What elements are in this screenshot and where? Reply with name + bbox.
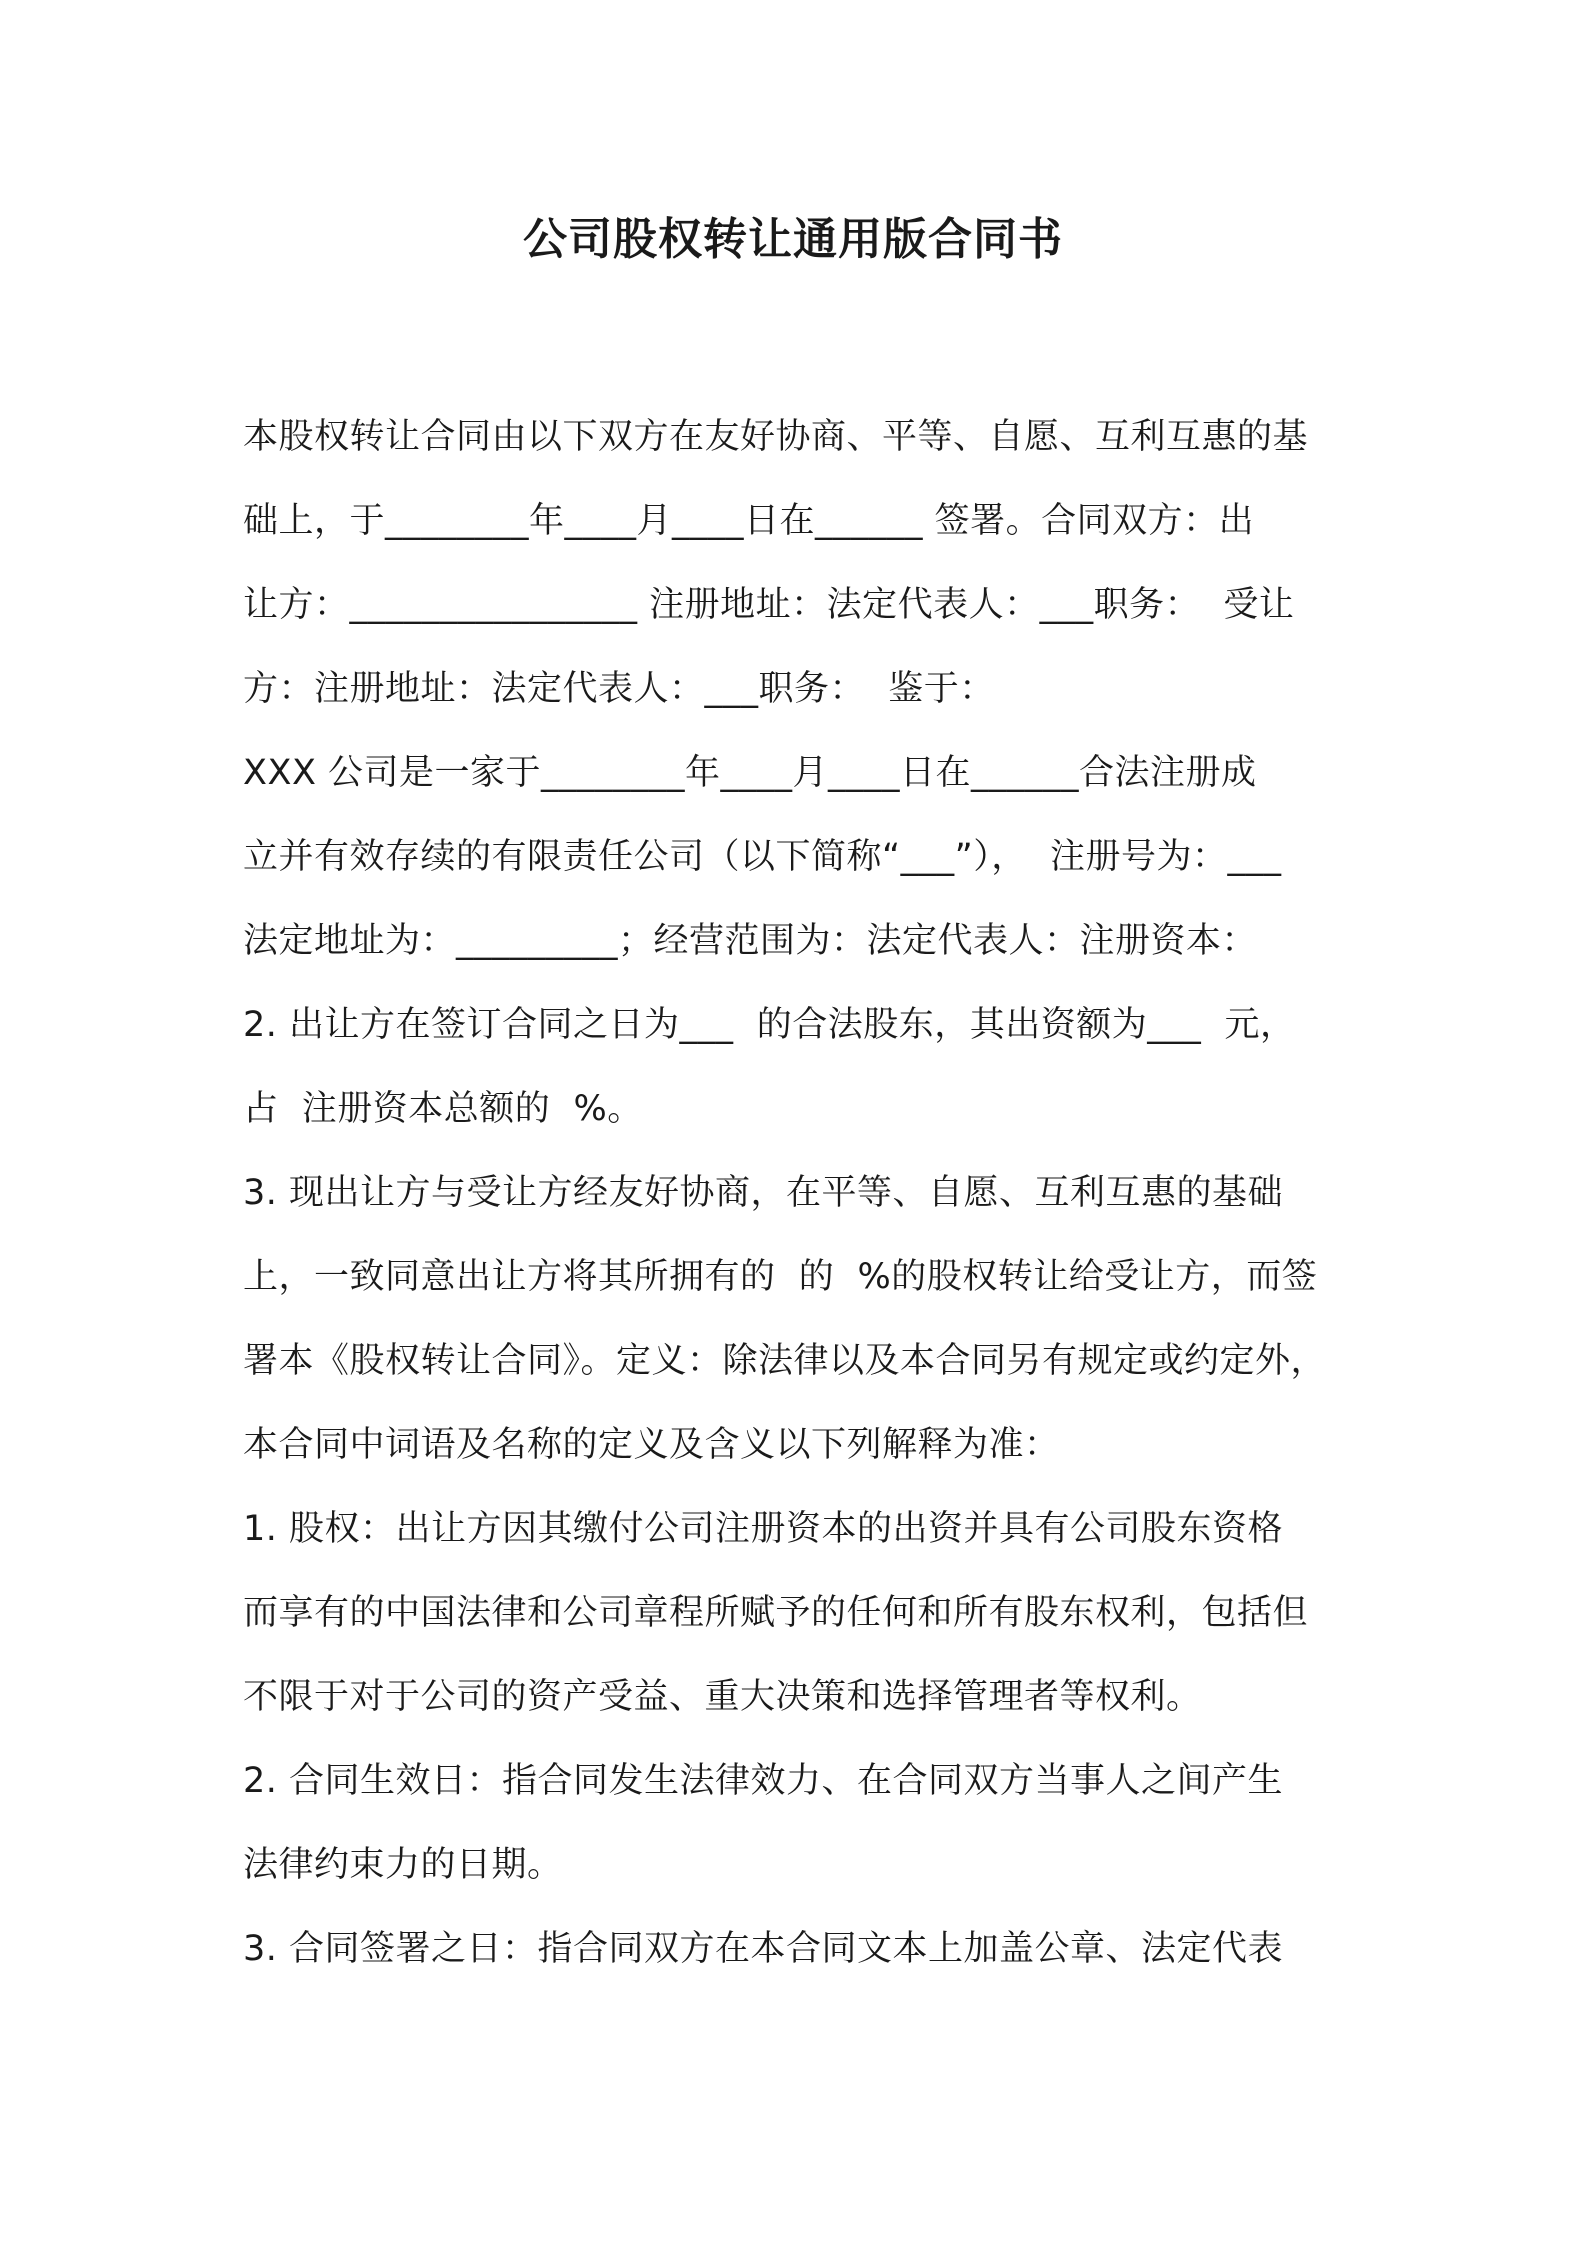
body-line-2: 础上，于________年____月____日在______ 签署。合同双方：出 [243, 501, 1255, 541]
body-line-17: 2. 合同生效日：指合同发生法律效力、在合同双方当事人之间产生 [243, 1761, 1284, 1801]
body-line-4: 方：注册地址：法定代表人：___职务： 鉴于： [243, 669, 995, 709]
body-line-19: 3. 合同签署之日：指合同双方在本合同文本上加盖公章、法定代表 [243, 1929, 1284, 1969]
body-line-14: 1. 股权：出让方因其缴付公司注册资本的出资并具有公司股东资格 [243, 1509, 1284, 1549]
body-line-6: 立并有效存续的有限责任公司（以下简称“___”）， 注册号为：___ [243, 837, 1282, 877]
body-line-7: 法定地址为：_________；经营范围为：法定代表人：注册资本： [243, 921, 1258, 961]
body-line-5: XXX 公司是一家于________年____月____日在______合法注册成 [243, 753, 1257, 793]
body-line-16: 不限于对于公司的资产受益、重大决策和选择管理者等权利。 [243, 1677, 1202, 1717]
body-line-18: 法律约束力的日期。 [243, 1845, 563, 1885]
body-line-13: 本合同中词语及名称的定义及含义以下列解释为准： [243, 1425, 1060, 1465]
body-line-1: 本股权转让合同由以下双方在友好协商、平等、自愿、互利互惠的基 [243, 417, 1309, 457]
body-line-10: 3. 现出让方与受让方经友好协商，在平等、自愿、互利互惠的基础 [243, 1173, 1284, 1213]
body-line-8: 2. 出让方在签订合同之日为___ 的合法股东，其出资额为___ 元， [243, 1005, 1296, 1045]
body-line-3: 让方：________________ 注册地址：法定代表人：___职务： 受让 [243, 585, 1295, 625]
body-line-11: 上，一致同意出让方将其所拥有的 的 %的股权转让给受让方，而签 [243, 1257, 1318, 1297]
body-line-15: 而享有的中国法律和公司章程所赋予的任何和所有股东权利，包括但 [243, 1593, 1309, 1633]
body-line-9: 占 注册资本总额的 %。 [243, 1089, 643, 1129]
body-line-12: 署本《股权转让合同》。定义：除法律以及本合同另有规定或约定外， [243, 1341, 1327, 1381]
document-title: 公司股权转让通用版合同书 [523, 214, 1063, 265]
